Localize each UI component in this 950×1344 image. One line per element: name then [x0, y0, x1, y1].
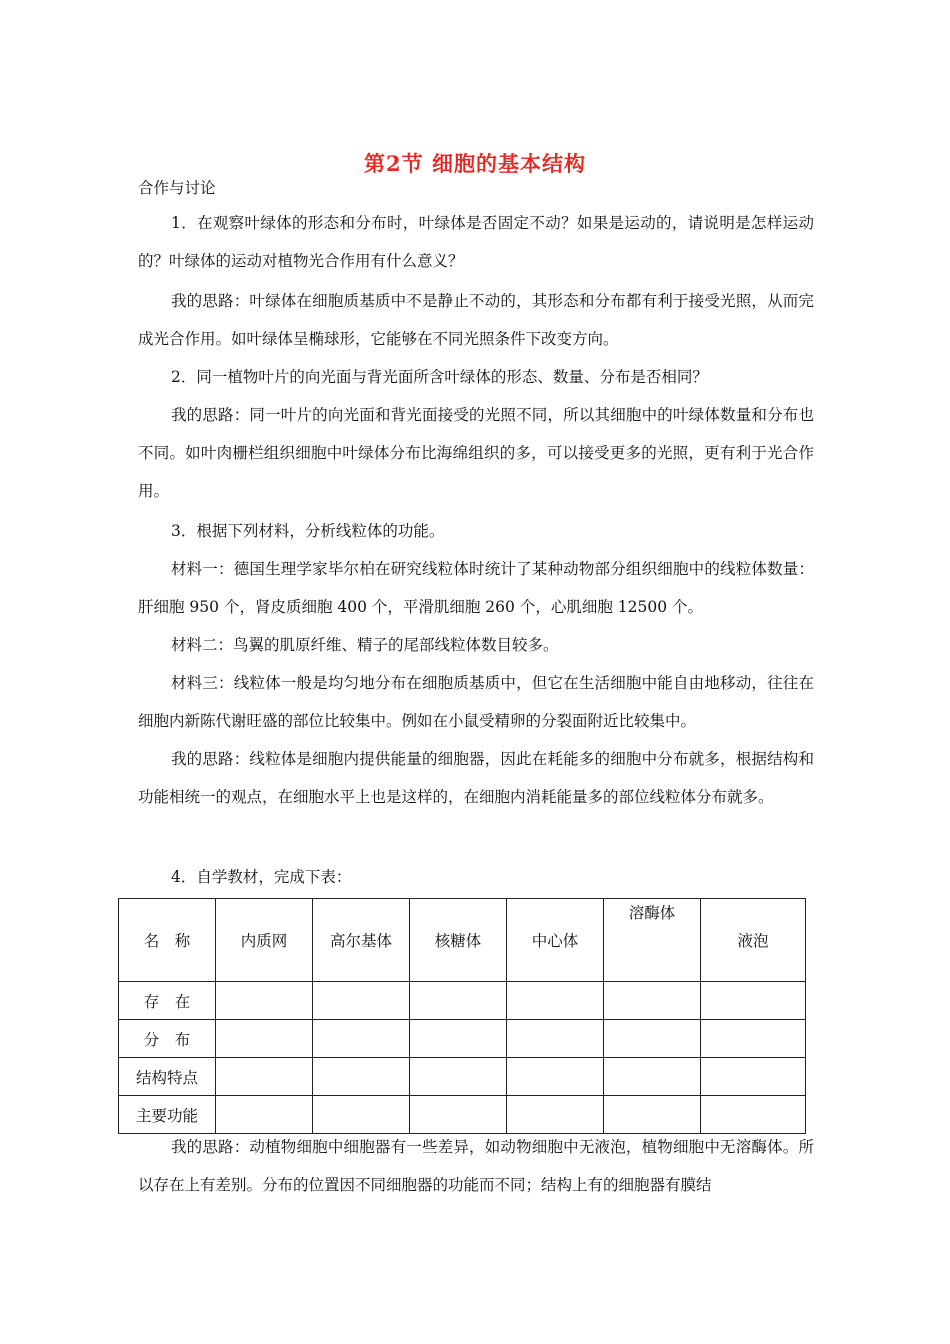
table-row [119, 982, 806, 1020]
material-2: 材料二：鸟翼的肌原纤维、精子的尾部线粒体数目较多。 [171, 636, 559, 654]
header-lysosome: 溶酶体 [604, 899, 701, 982]
question-4: 4．自学教材，完成下表： [171, 868, 352, 886]
answer-4: 我的思路：动植物细胞中细胞器有一些差异，如动物细胞中无液泡，植物细胞中无溶酶体。所以存在上有差别。分布的位置因不同细胞器的功能而不同；结构上有的细胞器有膜结 [138, 1138, 814, 1194]
header-golgi: 高尔基体 [313, 899, 410, 982]
question-2: 2．同一植物叶片的向光面与背光面所含叶绿体的形态、数量、分布是否相同？ [171, 368, 708, 386]
page-title: 第2节 细胞的基本结构 [364, 151, 586, 176]
answer-1: 我的思路：叶绿体在细胞质基质中不是静止不动的，其形态和分布都有利于接受光照，从而完成光合作用。如叶绿体呈椭球形，它能够在不同光照条件下改变方向。 [138, 292, 814, 348]
section-heading: 合作与讨论 [138, 179, 216, 197]
organelle-table [118, 898, 806, 1134]
question-3: 3．根据下列材料，分析线粒体的功能。 [171, 522, 445, 540]
table-row [119, 1058, 806, 1096]
header-name: 名 称 [119, 899, 216, 982]
header-er: 内质网 [216, 899, 313, 982]
material-3: 材料三：线粒体一般是均匀地分布在细胞质基质中，但它在生活细胞中能自由地移动，往往在细胞内新陈代谢旺盛的部位比较集中。例如在小鼠受精卵的分裂面附近比较集中。 [138, 674, 814, 730]
row-label-existence: 存 在 [119, 982, 216, 1020]
answer-3: 我的思路：线粒体是细胞内提供能量的细胞器，因此在耗能多的细胞中分布就多，根据结构和功能相统一的观点，在细胞水平上也是这样的，在细胞内消耗能量多的部位线粒体分布就多。 [138, 750, 814, 806]
row-label-function: 主要功能 [119, 1096, 216, 1134]
row-label-distribution: 分 布 [119, 1020, 216, 1058]
header-vacuole: 液泡 [701, 899, 806, 982]
material-1: 材料一：德国生理学家毕尔柏在研究线粒体时统计了某种动物部分组织细胞中的线粒体数量：肝细胞 950 个，肾皮质细胞 400 个，平滑肌细胞 260 个，心肌细胞 12500 个。 [138, 560, 814, 616]
row-label-structure: 结构特点 [119, 1058, 216, 1096]
header-centrosome: 中心体 [507, 899, 604, 982]
table-header-row [119, 899, 806, 982]
header-ribosome: 核糖体 [410, 899, 507, 982]
table-row [119, 1020, 806, 1058]
question-1: 1．在观察叶绿体的形态和分布时，叶绿体是否固定不动？如果是运动的，请说明是怎样运动的？叶绿体的运动对植物光合作用有什么意义？ [138, 214, 814, 270]
answer-2: 我的思路：同一叶片的向光面和背光面接受的光照不同，所以其细胞中的叶绿体数量和分布也不同。如叶肉栅栏组织细胞中叶绿体分布比海绵组织的多，可以接受更多的光照，更有利于光合作用。 [138, 406, 814, 500]
